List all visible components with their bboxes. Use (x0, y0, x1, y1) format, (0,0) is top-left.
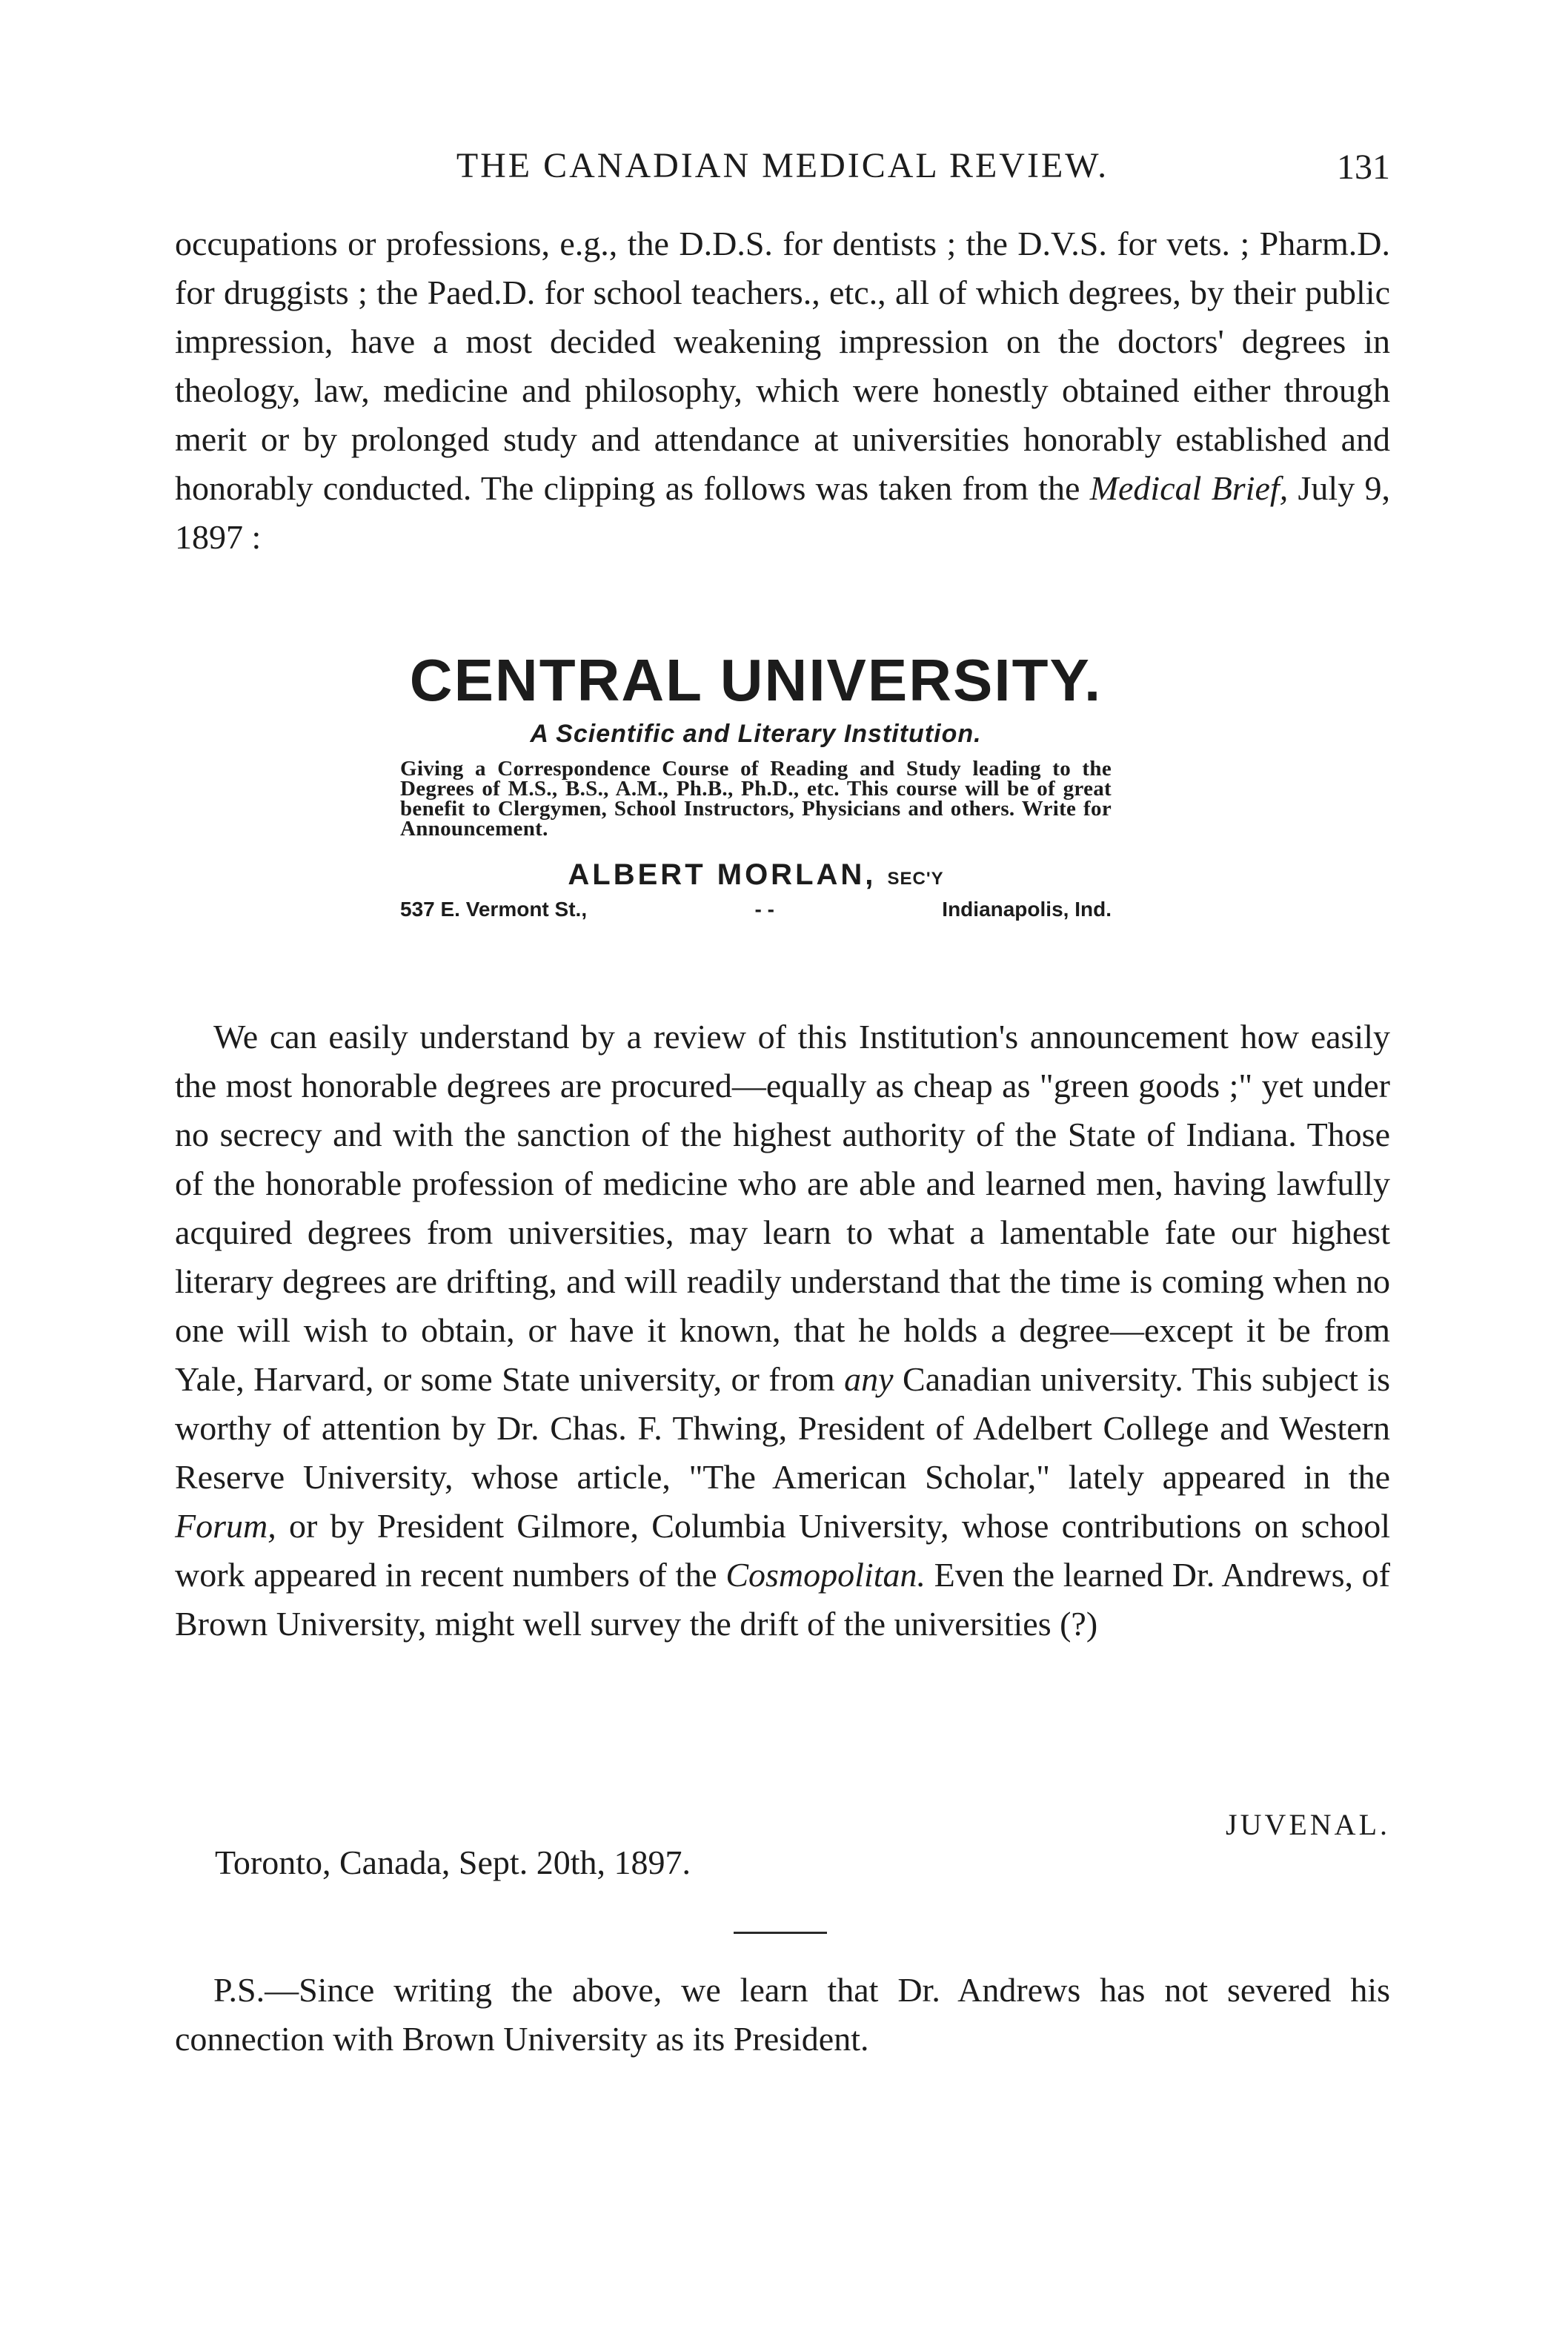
paragraph-occupations (175, 219, 1390, 562)
clipping-signature-name: ALBERT MORLAN, (568, 858, 877, 891)
italic-cosmopolitan: Cosmopolitan. (725, 1556, 926, 1594)
clipping-subtitle: A Scientific and Literary Institution. (530, 720, 982, 748)
italic-any: any (844, 1360, 894, 1398)
dateline: Toronto, Canada, Sept. 20th, 1897. (215, 1843, 691, 1881)
postscript: P.S.—Since writing the above, we learn that Dr. Andrews has not severed his connection with Brown University as its President. (175, 1971, 1390, 2058)
clipping-body: Giving a Correspondence Course of Reading and Study leading to the Degrees of M.S., B.S., A.M., Ph.B., Ph.D., etc. This course will be of great benefit to Clergymen, School Instructors, Physicians and others. Write for Announcement. (400, 757, 1112, 841)
clipping-address-street: 537 E. Vermont St., (400, 898, 588, 921)
italic-forum: Forum, (175, 1507, 276, 1545)
clipping-signature-title: SEC'Y (887, 869, 944, 889)
paragraph-text: occupations or professions, e.g., the D.D.S. for dentists ; the D.V.S. for vets. ; Pharm.D. for druggists ; the Paed.D. for school teachers., etc., all of which degrees, by their public impression, have a most decided weakening impression on the doctors' degrees in theology, law, medicine and philosophy, which were honestly obtained either through merit or by prolonged study and attendance at universities honorably established and honorably conducted. The clipping as follows was taken from the (175, 225, 1390, 507)
clipping-address-city: Indianapolis, Ind. (942, 898, 1112, 921)
paragraph-review (175, 1013, 1390, 1649)
page-header (175, 145, 1390, 197)
clipping-address-dashes: - - (754, 898, 774, 921)
author-signature: JUVENAL. (1226, 1808, 1390, 1841)
running-head: THE CANADIAN MEDICAL REVIEW. (456, 146, 1109, 185)
paragraph-text-part1: We can easily understand by a review of this Institution's announcement how easily the most honorable degrees are procured—equally as cheap as "green goods ;" yet under no secrecy and with the sanction of the highest authority of the State of Indiana. Those of the honorable profession of medicine who are able and learned men, having lawfully acquired degrees from universities, may learn to what a lamentable fate our highest literary degrees are drifting, and will readily understand that the time is coming when no one will wish to obtain, or have it known, that he holds a degree—except it be from Yale, Harvard, or some State university, or from (175, 1018, 1390, 1398)
clipping-signature (400, 858, 1112, 892)
publication-title: Medical Brief, (1089, 469, 1289, 507)
paragraph-text-part2: Canadian university. This subject is worthy of attention by Dr. Chas. F. Thwing, President of Adelbert College and Western Reserve University, whose article, "The American Scholar," lately appeared in the (175, 1360, 1390, 1496)
paragraph-text-part3: or by President Gilmore, Columbia University, whose contributions on school work appeared in recent numbers of the (175, 1507, 1390, 1594)
newspaper-clipping (400, 645, 1112, 921)
clipping-title: CENTRAL UNIVERSITY. (409, 647, 1103, 713)
paragraph-text-part4: Even the learned Dr. Andrews, of Brown University, might well survey the drift of the universities (?) (175, 1556, 1390, 1643)
section-divider (734, 1932, 827, 1934)
paragraph-tail: July 9, 1897 : (175, 469, 1391, 556)
page-number: 131 (1337, 148, 1390, 187)
clipping-address (400, 898, 1112, 921)
